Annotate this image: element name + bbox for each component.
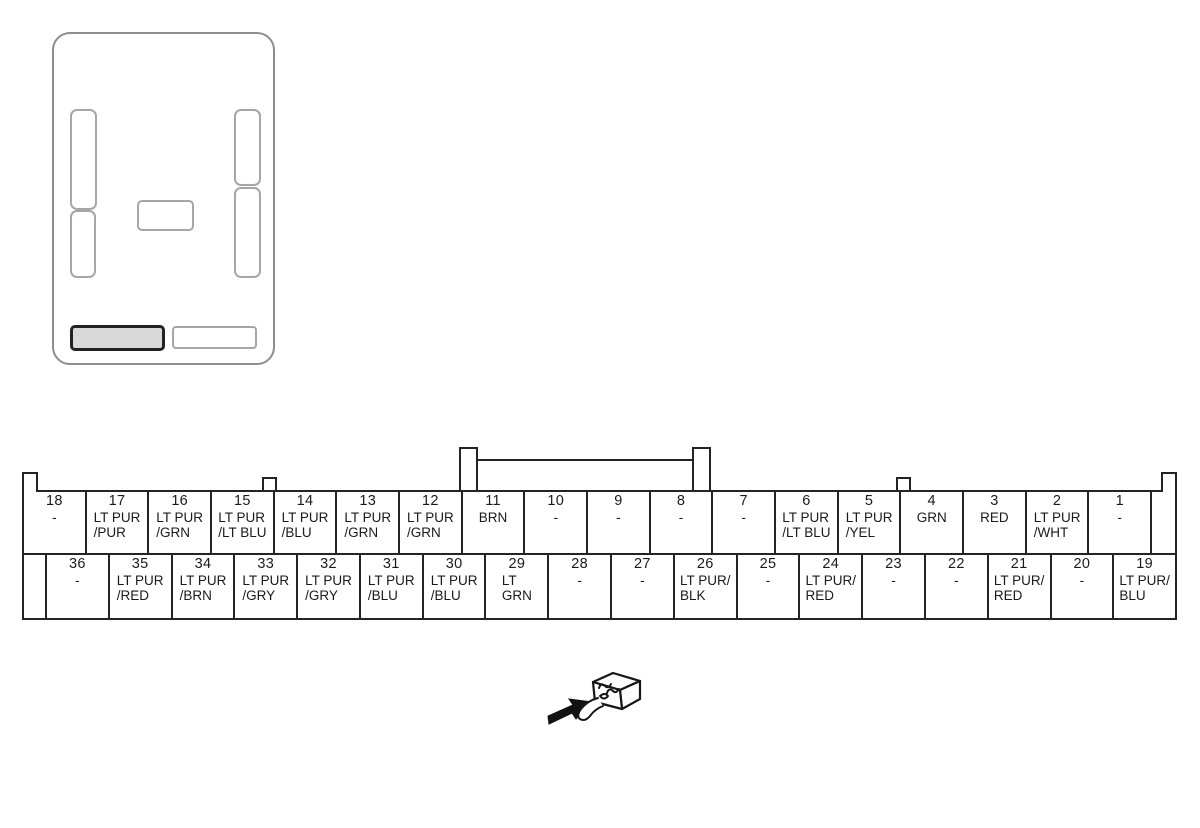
wire-color: LT PUR /BLU xyxy=(367,573,415,603)
pin-number: 32 xyxy=(320,556,337,572)
pin-cell-7 xyxy=(713,492,776,553)
pin-number: 3 xyxy=(990,493,999,509)
pin-number: 35 xyxy=(131,556,149,572)
housing-slot-left-bottom xyxy=(70,210,96,278)
pin-number: 24 xyxy=(822,556,840,572)
pin-number: 36 xyxy=(69,556,86,572)
connector-lock-tab-left xyxy=(262,477,277,490)
pin-cell-11 xyxy=(463,492,526,553)
pin-cell-10 xyxy=(525,492,588,553)
pin-number: 21 xyxy=(1010,556,1028,572)
wire-color: - xyxy=(1079,573,1085,588)
wire-color: LT PUR /GRY xyxy=(305,573,352,603)
connector-corner-notch-left xyxy=(22,472,38,492)
wire-color: - xyxy=(765,573,771,588)
pin-cell-33 xyxy=(235,555,298,618)
pin-number: 12 xyxy=(422,493,439,509)
connector-housing-diagram xyxy=(52,32,275,365)
wire-color: - xyxy=(640,573,645,588)
wire-color: LT PUR/ RED xyxy=(805,573,857,603)
pin-cell-16 xyxy=(149,492,212,553)
pin-cell-6 xyxy=(776,492,839,553)
wire-color: LT PUR /GRN xyxy=(406,510,454,540)
wire-color: LT PUR /PUR xyxy=(93,510,141,540)
pin-row-bottom-start-filler xyxy=(24,555,47,618)
wire-color: LT PUR /GRN xyxy=(344,510,392,540)
pin-cell-12 xyxy=(400,492,463,553)
pin-number: 27 xyxy=(634,556,651,572)
pin-cell-19 xyxy=(1114,555,1175,618)
wire-color: LT PUR /BLU xyxy=(281,510,329,540)
pin-cell-1 xyxy=(1089,492,1152,553)
wire-color: LT PUR /YEL xyxy=(845,510,893,540)
housing-slot-right-top xyxy=(234,109,261,186)
pin-number: 7 xyxy=(739,493,748,509)
pin-cell-32 xyxy=(298,555,361,618)
connector-lock-tab-right xyxy=(896,477,911,490)
wire-color: - xyxy=(954,573,959,588)
connector-corner-notch-right xyxy=(1161,472,1177,492)
pin-number: 16 xyxy=(171,493,189,509)
pin-cell-34 xyxy=(173,555,236,618)
wire-color: - xyxy=(52,510,57,525)
pin-number: 2 xyxy=(1052,493,1062,509)
housing-slot-center xyxy=(137,200,194,231)
pin-number: 31 xyxy=(382,556,400,572)
pin-number: 8 xyxy=(676,493,686,509)
pin-number: 18 xyxy=(45,493,63,509)
pin-number: 4 xyxy=(927,493,936,509)
connector-bridge-line xyxy=(477,459,693,461)
pin-number: 9 xyxy=(614,493,623,509)
pin-number: 6 xyxy=(802,493,811,509)
pin-number: 30 xyxy=(445,556,463,572)
wire-color: LT PUR /GRY xyxy=(242,573,290,603)
pin-cell-14 xyxy=(275,492,338,553)
wire-color: - xyxy=(741,510,746,525)
wire-color: LT PUR /GRN xyxy=(156,510,204,540)
housing-slot-left-top xyxy=(70,109,97,210)
pin-cell-3 xyxy=(964,492,1027,553)
pin-cell-17 xyxy=(87,492,150,553)
wire-color: LT PUR /BRN xyxy=(179,573,227,603)
wire-color: GRN xyxy=(916,510,947,525)
pin-number: 13 xyxy=(359,493,377,509)
pin-cell-27 xyxy=(612,555,675,618)
pin-number: 22 xyxy=(947,556,965,572)
wire-color: - xyxy=(577,573,582,588)
pin-number: 33 xyxy=(257,556,275,572)
wire-color: - xyxy=(891,573,896,588)
wire-color: LT PUR /RED xyxy=(116,573,164,603)
pin-cell-4 xyxy=(901,492,964,553)
pin-number: 14 xyxy=(296,493,314,509)
pin-cell-25 xyxy=(738,555,801,618)
housing-slot-right-bottom xyxy=(234,187,261,278)
pin-number: 11 xyxy=(485,493,501,509)
pin-number: 5 xyxy=(864,493,874,509)
pin-number: 10 xyxy=(547,493,565,509)
pin-row-top xyxy=(24,492,1175,555)
wire-color: LT PUR/ RED xyxy=(993,573,1045,603)
pin-number: 19 xyxy=(1136,556,1154,572)
wire-color: RED xyxy=(980,510,1009,525)
pin-number: 34 xyxy=(194,556,212,572)
housing-slot-bottom-right xyxy=(172,326,257,349)
wire-color: - xyxy=(1117,510,1122,525)
pin-cell-13 xyxy=(337,492,400,553)
pin-cell-31 xyxy=(361,555,424,618)
pin-cell-30 xyxy=(424,555,487,618)
wire-color: BRN xyxy=(478,510,508,525)
wire-color: LT PUR /LT BLU xyxy=(218,510,267,540)
wire-color: LT PUR/ BLU xyxy=(1119,573,1170,603)
pin-cell-9 xyxy=(588,492,651,553)
pin-number: 26 xyxy=(696,556,714,572)
pin-number: 1 xyxy=(1115,493,1124,509)
connector-post-left xyxy=(459,447,478,492)
pin-cell-20 xyxy=(1052,555,1115,618)
pin-number: 23 xyxy=(885,556,902,572)
pin-cell-5 xyxy=(839,492,902,553)
housing-slot-highlighted xyxy=(70,325,165,351)
wire-color: LT PUR /BLU xyxy=(430,573,478,603)
pin-cell-22 xyxy=(926,555,989,618)
pin-cell-28 xyxy=(549,555,612,618)
pin-cell-18 xyxy=(24,492,87,553)
pin-cell-36 xyxy=(47,555,110,618)
wire-color: - xyxy=(616,510,621,525)
pin-cell-8 xyxy=(651,492,714,553)
pin-cell-29 xyxy=(486,555,549,618)
pin-cell-23 xyxy=(863,555,926,618)
connector-pinout-table xyxy=(22,490,1177,620)
pin-cell-35 xyxy=(110,555,173,618)
wire-color: - xyxy=(678,510,684,525)
pin-cell-24 xyxy=(800,555,863,618)
wire-color: LT PUR/ BLK xyxy=(679,573,731,603)
pin-number: 20 xyxy=(1073,556,1091,572)
connector-post-right xyxy=(692,447,711,492)
pin-cell-2 xyxy=(1027,492,1090,553)
pin-row-top-end-filler xyxy=(1152,492,1175,553)
pin-cell-15 xyxy=(212,492,275,553)
wire-color: - xyxy=(75,573,80,588)
wire-color: - xyxy=(553,510,558,525)
pin-number: 29 xyxy=(508,556,526,572)
pin-number: 17 xyxy=(108,493,126,509)
wire-color: LT GRN xyxy=(501,573,532,603)
pin-row-bottom xyxy=(24,555,1175,618)
pin-number: 25 xyxy=(759,556,777,572)
pin-number: 28 xyxy=(571,556,588,572)
pin-cell-26 xyxy=(675,555,738,618)
pin-cell-21 xyxy=(989,555,1052,618)
wire-color: LT PUR /WHT xyxy=(1033,510,1081,540)
wire-color: LT PUR /LT BLU xyxy=(782,510,831,540)
pin-number: 15 xyxy=(233,493,251,509)
hand-connector-pointer-icon xyxy=(546,666,654,738)
